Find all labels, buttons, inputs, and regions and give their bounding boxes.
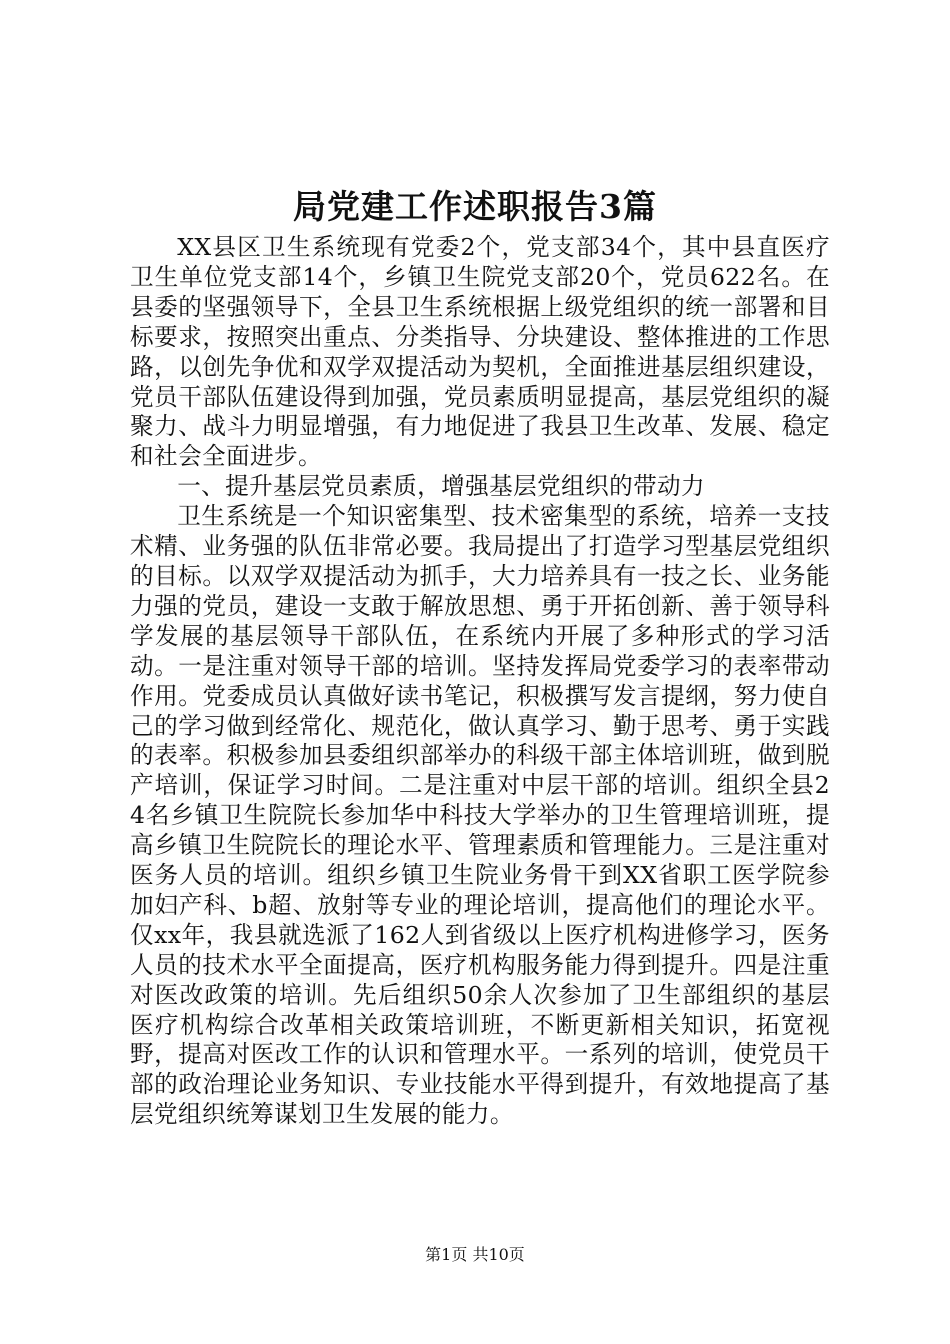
intro-paragraph: XX县区卫生系统现有党委2个，党支部34个，其中县直医疗卫生单位党支部14个，乡镇卫生院党支部20个，党员622名。在县委的坚强领导下，全县卫生系统根据上级党组织的统一部署和目标要求，按照突出重点、分类指导、分块建设、整体推进的工作思路，以创先争优和双学双提活动为契机，全面推进基层组织建设，党员干部队伍建设得到加强，党员素质明显提高，基层党组织的凝聚力、战斗力明显增强，有力地促进了我县卫生改革、发展、稳定和社会全面进步。 (130, 233, 830, 471)
section-heading: 一、提升基层党员素质，增强基层党组织的带动力 (177, 472, 706, 501)
section-paragraph: 卫生系统是一个知识密集型、技术密集型的系统，培养一支技术精、业务强的队伍非常必要。我局提出了打造学习型基层党组织的目标。以双学双提活动为抓手，大力培养具有一技之长、业务能力强的党员，建设一支敢于解放思想、勇于开拓创新、善于领导科学发展的基层领导干部队伍，在系统内开展了多种形式的学习活动。一是注重对领导干部的培训。坚持发挥局党委学习的表率带动作用。党委成员认真做好读书笔记，积极撰写发言提纲，努力使自己的学习做到经常化、规范化，做认真学习、勤于思考、勇于实践的表率。积极参加县委组织部举办的科级干部主体培训班，做到脱产培训，保证学习时间。二是注重对中层干部的培训。组织全县24名乡镇卫生院院长参加华中科技大学举办的卫生管理培训班，提高乡镇卫生院院长的理论水平、管理素质和管理能力。三是注重对医务人员的培训。组织乡镇卫生院业务骨干到XX省职工医学院参加妇产科、b超、放射等专业的理论培训，提高他们的理论水平。仅xx年，我县就选派了162人到省级以上医疗机构进修学习，医务人员的技术水平全面提高，医疗机构服务能力得到提升。四是注重对医改政策的培训。先后组织50余人次参加了卫生部组织的基层医疗机构综合改革相关政策培训班，不断更新相关知识，拓宽视野，提高对医改工作的认识和管理水平。一系列的培训，使党员干部的政治理论业务知识、专业技能水平得到提升，有效地提高了基层党组织统筹谋划卫生发展的能力。 (130, 502, 830, 1129)
page-number-footer: 第1页 共10页 (425, 1245, 525, 1264)
document-title: 局党建工作述职报告3篇 (293, 187, 657, 226)
document-body (130, 233, 830, 1130)
